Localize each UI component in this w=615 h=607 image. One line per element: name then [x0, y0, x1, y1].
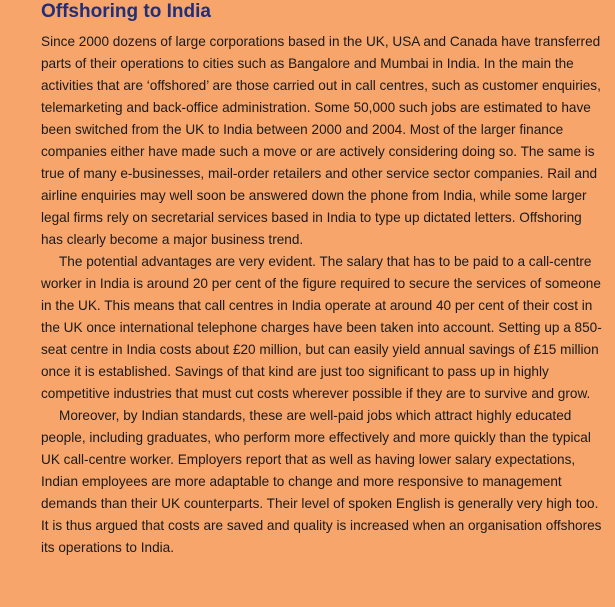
article-body: [41, 31, 605, 559]
paragraph-1: Since 2000 dozens of large corporations based in the UK, USA and Canada have transferred parts of their operations to cities such as Bangalore and Mumbai in India. In the main the activities that are ‘offshored’ are those carried out in call centres, such as customer enquiries, telemarketing and back-office administration. Some 50,000 such jobs are estimated to have been switched from the UK to India between 2000 and 2004. Most of the larger finance companies either have made such a move or are actively considering doing so. The same is true of many e-businesses, mail-order retailers and other service sector companies. Rail and airline enquiries may well soon be answered down the phone from India, while some larger legal firms rely on secretarial services based in India to type up dictated letters. Offshoring has clearly become a major business trend.: [41, 34, 601, 247]
paragraph-2: The potential advantages are very evident. The salary that has to be paid to a call-centre worker in India is around 20 per cent of the figure required to secure the services of someone in the UK. This means that call centres in India operate at around 40 per cent of their cost in the UK once international telephone charges have been taken into account. Setting up a 850-seat centre in India costs about £20 million, but can easily yield annual savings of £15 million once it is established. Savings of that kind are just too significant to pass up in highly competitive industries that must cut costs wherever possible if they are to survive and grow.: [41, 254, 602, 401]
paragraph-3: Moreover, by Indian standards, these are well-paid jobs which attract highly educated people, including graduates, who perform more effectively and more quickly than the typical UK call-centre worker. Employers report that as well as having lower salary expectations, Indian employees are more adaptable to change and more responsive to management demands than their UK counterparts. Their level of spoken English is generally very high too. It is thus argued that costs are saved and quality is increased when an organisation offshores its operations to India.: [41, 408, 602, 555]
article-title: Offshoring to India: [41, 1, 211, 22]
